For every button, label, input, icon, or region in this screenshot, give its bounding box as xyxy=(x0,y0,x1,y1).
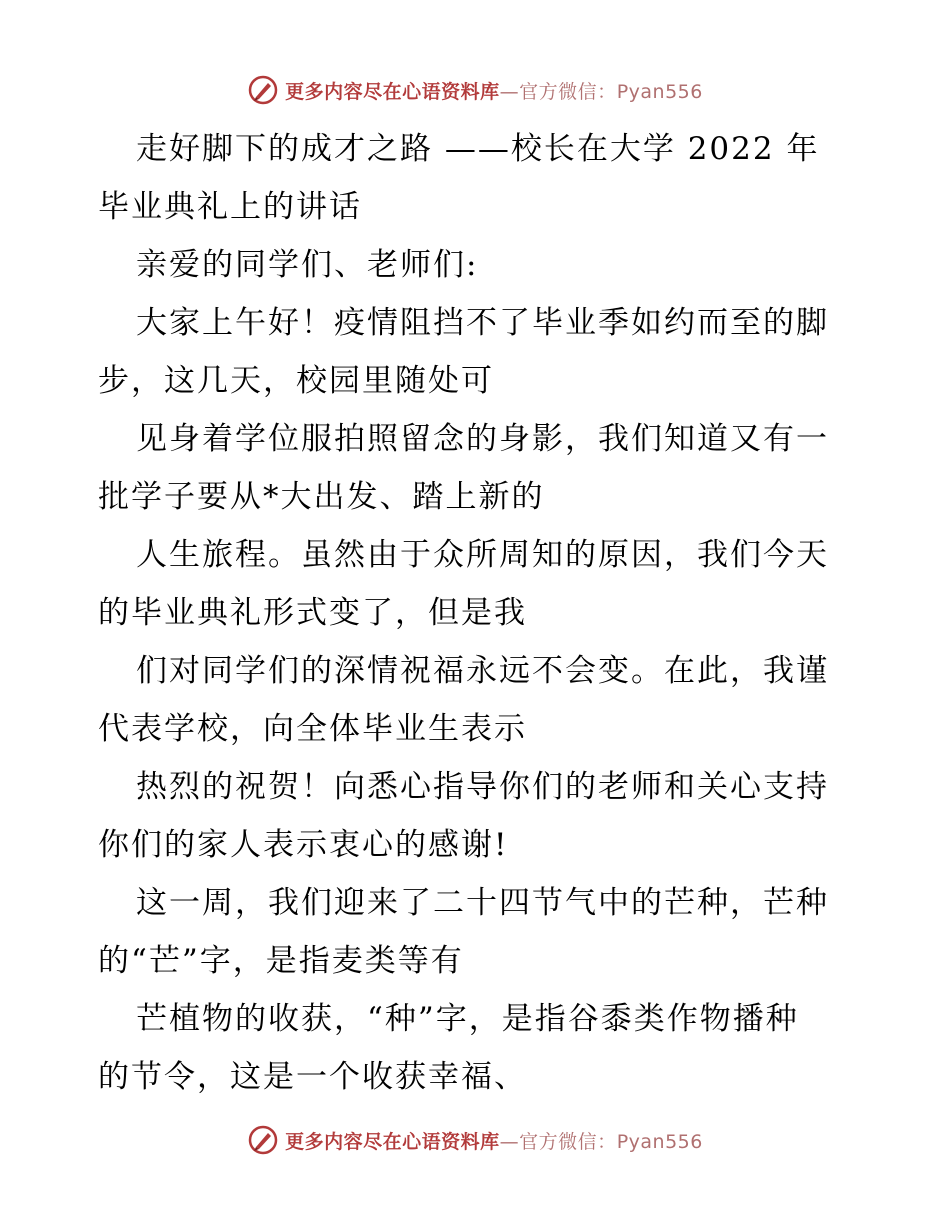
pen-logo-icon xyxy=(247,74,279,106)
brand-text: 更多内容尽在心语资料库 xyxy=(285,1130,500,1153)
paragraph-line: 的毕业典礼形式变了，但是我 xyxy=(98,595,527,631)
dash-text: — xyxy=(499,1130,520,1153)
pen-logo-icon xyxy=(247,1124,279,1156)
title-line-1: 走好脚下的成才之路 ——校长在大学 2022 年 xyxy=(136,131,820,167)
wechat-label: 官方微信： xyxy=(519,80,617,103)
watermark-text xyxy=(285,77,703,104)
page-header-watermark xyxy=(0,70,950,110)
paragraph-line: 代表学校，向全体毕业生表示 xyxy=(98,711,527,747)
brand-text: 更多内容尽在心语资料库 xyxy=(285,80,500,103)
paragraph-line: 们对同学们的深情祝福永远不会变。在此，我谨 xyxy=(136,653,829,689)
paragraph-line: 见身着学位服拍照留念的身影，我们知道又有一 xyxy=(136,421,829,457)
paragraph-line: 的节令，这是一个收获幸福、 xyxy=(98,1059,527,1095)
title-line-2: 毕业典礼上的讲话 xyxy=(98,189,362,225)
paragraph-line: 大家上午好！疫情阻挡不了毕业季如约而至的脚 xyxy=(136,305,829,341)
paragraph-line: 这一周，我们迎来了二十四节气中的芒种，芒种 xyxy=(136,885,829,921)
wechat-id: Pyan556 xyxy=(616,80,703,103)
watermark-text xyxy=(285,1127,703,1154)
wechat-id: Pyan556 xyxy=(616,1130,703,1153)
salutation: 亲爱的同学们、老师们: xyxy=(136,247,479,283)
document-body xyxy=(98,120,858,1106)
paragraph-line: 你们的家人表示衷心的感谢! xyxy=(98,827,509,863)
dash-text: — xyxy=(499,80,520,103)
paragraph-line: 批学子要从*大出发、踏上新的 xyxy=(98,479,545,515)
paragraph-line: 芒植物的收获，“种”字，是指谷黍类作物播种 xyxy=(136,1001,799,1037)
paragraph-line: 人生旅程。虽然由于众所周知的原因，我们今天 xyxy=(136,537,829,573)
paragraph-line: 步，这几天，校园里随处可 xyxy=(98,363,494,399)
paragraph-line: 的“芒”字，是指麦类等有 xyxy=(98,943,464,979)
page-footer-watermark xyxy=(0,1120,950,1160)
paragraph-line: 热烈的祝贺！向悉心指导你们的老师和关心支持 xyxy=(136,769,829,805)
wechat-label: 官方微信： xyxy=(519,1130,617,1153)
